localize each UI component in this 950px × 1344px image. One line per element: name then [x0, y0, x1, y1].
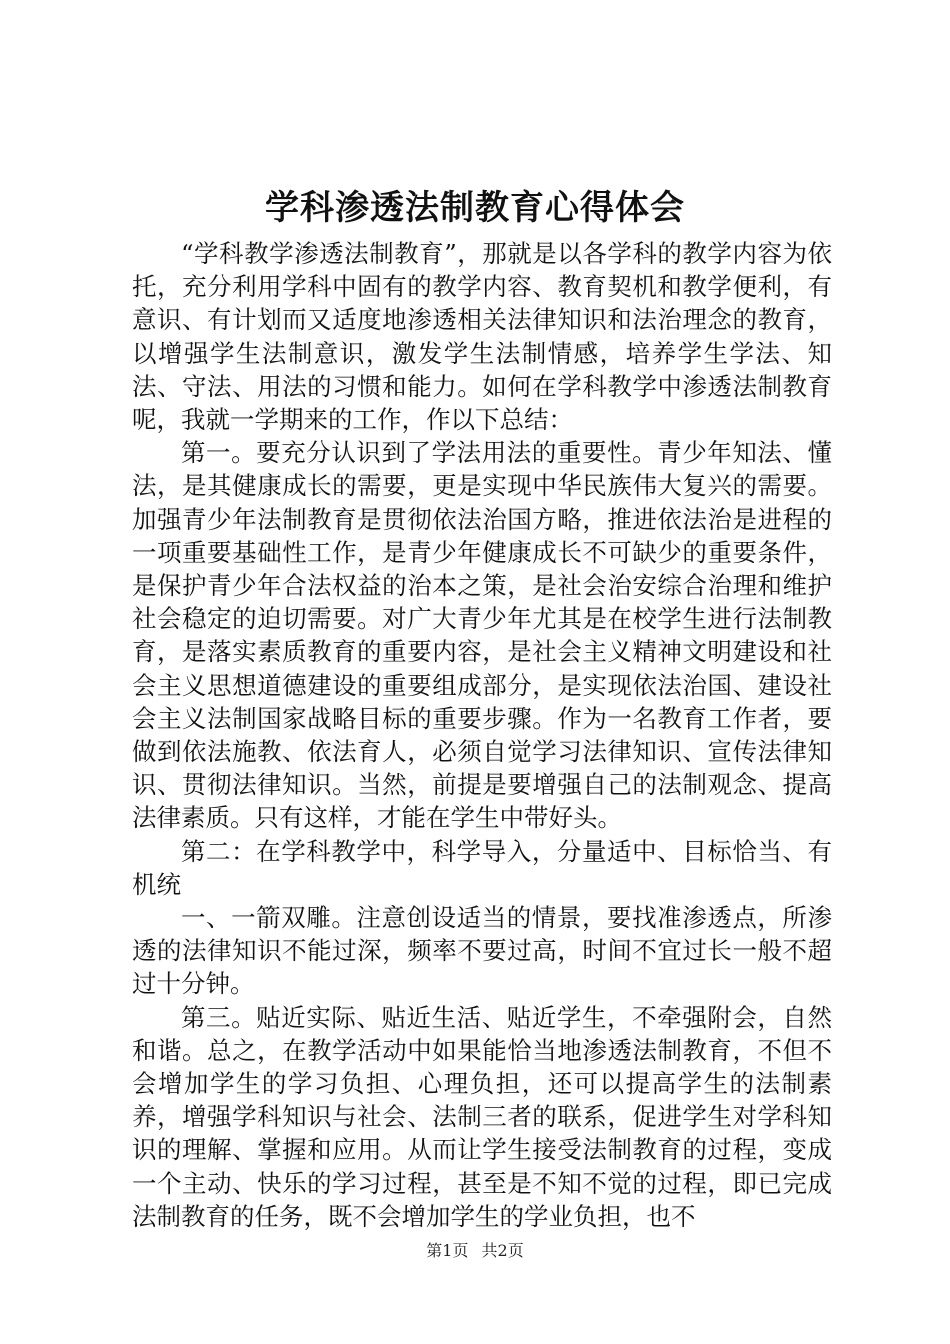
paragraph-second-cont: 一、一箭双雕。注意创设适当的情景，要找准渗透点，所渗透的法律知识不能过深，频率不要过高，时间不宜过长一般不超过十分钟。	[132, 903, 832, 999]
paragraph-first: 第一。要充分认识到了学法用法的重要性。青少年知法、懂法，是其健康成长的需要，更是实现中华民族伟大复兴的需要。加强青少年法制教育是贯彻依法治国方略，推进依法治是进程的一项重要基础性工作，是青少年健康成长不可缺少的重要条件，是保护青少年合法权益的治本之策，是社会治安综合治理和维护社会稳定的迫切需要。对广大青少年尤其是在校学生进行法制教育，是落实素质教育的重要内容，是社会主义精神文明建设和社会主义思想道德建设的重要组成部分，是实现依法治国、建设社会主义法制国家战略目标的重要步骤。作为一名教育工作者，要做到依法施教、依法育人，必须自觉学习法律知识、宣传法律知识、贯彻法律知识。当然，前提是要增强自己的法制观念、提高法律素质。只有这样，才能在学生中带好头。	[132, 438, 832, 833]
page-number: 第1页	[426, 1241, 469, 1260]
document-title: 学科渗透法制教育心得体会	[265, 188, 685, 228]
page-footer	[0, 1240, 950, 1262]
paragraph-third: 第三。贴近实际、贴近生活、贴近学生，不牵强附会，自然和谐。总之，在教学活动中如果能恰当地渗透法制教育，不但不会增加学生的学习负担、心理负担，还可以提高学生的法制素养，增强学科知识与社会、法制三者的联系，促进学生对学科知识的理解、掌握和应用。从而让学生接受法制教育的过程，变成一个主动、快乐的学习过程，甚至是不知不觉的过程，即已完成法制教育的任务，既不会增加学生的学业负担，也不	[132, 1002, 832, 1231]
document-body	[132, 237, 832, 1233]
paragraph-second: 第二：在学科教学中，科学导入，分量适中、目标恰当、有机统	[132, 836, 832, 899]
paragraph-intro: “学科教学渗透法制教育”，那就是以各学科的教学内容为依托，充分利用学科中固有的教学内容、教育契机和教学便利，有意识、有计划而又适度地渗透相关法律知识和法治理念的教育，以增强学生法制意识，激发学生法制情感，培养学生学法、知法、守法、用法的习惯和能力。如何在学科教学中渗透法制教育呢，我就一学期来的工作，作以下总结：	[132, 239, 832, 435]
page-total: 共2页	[481, 1241, 524, 1260]
